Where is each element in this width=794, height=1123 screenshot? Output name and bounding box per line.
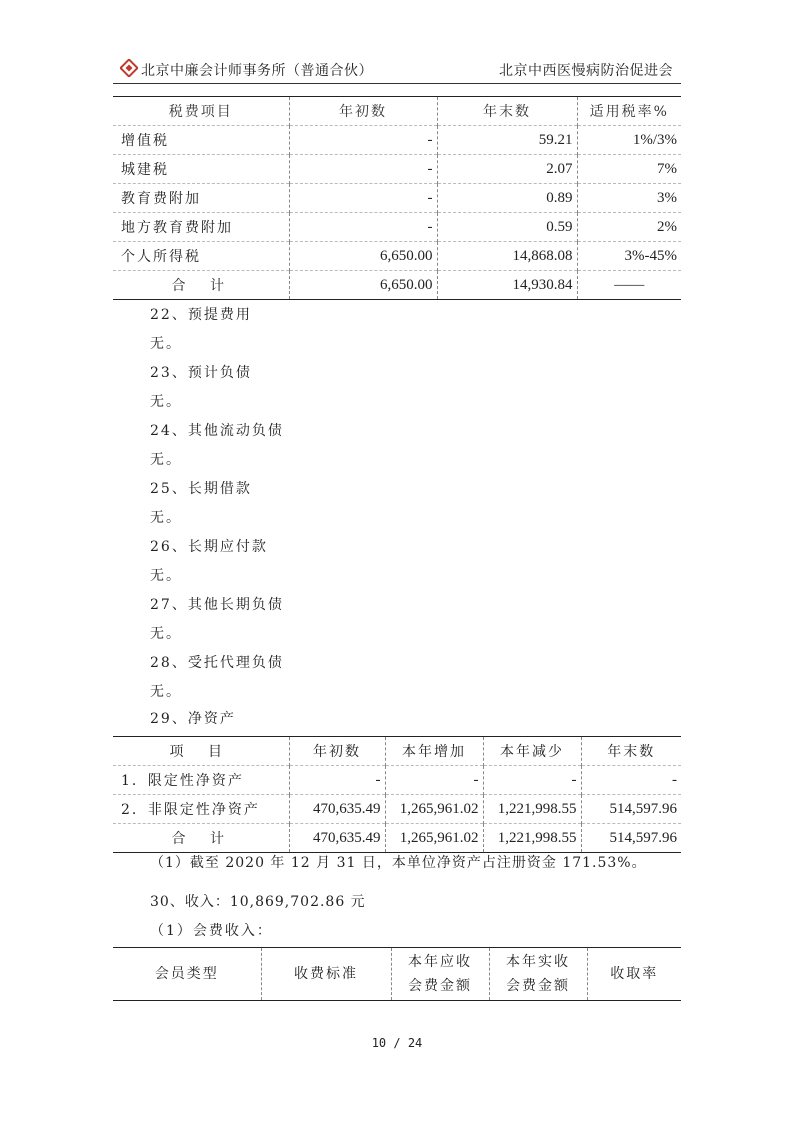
table-cell: 3%-45% [577, 242, 681, 271]
table-header-row [113, 948, 681, 1001]
table-cell: - [289, 126, 437, 155]
section-heading: 27、其他长期负债 [150, 597, 284, 613]
section-heading: 25、长期借款 [150, 481, 252, 497]
section-heading: 22、预提费用 [150, 307, 252, 323]
table-row [113, 126, 681, 155]
column-header: 会员类型 [113, 948, 261, 1001]
column-header: 税费项目 [113, 97, 289, 126]
client-name: 北京中西医慢病防治促进会 [499, 63, 673, 79]
column-header: 适用税率% [589, 104, 669, 120]
section-body: 无。 [150, 684, 182, 700]
table-row [113, 213, 681, 242]
table-cell: - [483, 766, 581, 795]
table-cell: 0.59 [437, 213, 577, 242]
table-cell: 470,635.49 [289, 824, 385, 853]
section-body: 无。 [150, 336, 182, 352]
column-header: 项 目 [113, 737, 289, 766]
table-cell: - [289, 155, 437, 184]
table-row [113, 155, 681, 184]
membership-fee-table [113, 947, 681, 1001]
header-rule [113, 83, 681, 84]
table-row [113, 795, 681, 824]
column-header: 收取率 [610, 966, 659, 982]
column-header: 本年应收 会费金额 [391, 948, 489, 1001]
table-cell: - [289, 766, 385, 795]
table-cell: 0.89 [437, 184, 577, 213]
row-label: 教育费附加 [113, 184, 289, 213]
row-label: 合 计 [113, 824, 289, 853]
table-cell: - [289, 213, 437, 242]
row-label: 个人所得税 [113, 242, 289, 271]
table-cell: 470,635.49 [289, 795, 385, 824]
table-cell: 14,868.08 [437, 242, 577, 271]
table-cell: 14,930.84 [437, 271, 577, 300]
row-label: 城建税 [113, 155, 289, 184]
section-body: 无。 [150, 452, 182, 468]
table-cell: 1,265,961.02 [385, 795, 483, 824]
page-header [113, 56, 681, 86]
income-subheading: （1）会费收入： [150, 923, 273, 939]
table-cell: 1%/3% [577, 126, 681, 155]
table-cell: 514,597.96 [581, 795, 681, 824]
section-body: 无。 [150, 510, 182, 526]
column-header: 本年实收 会费金额 [489, 948, 587, 1001]
table-cell: 59.21 [437, 126, 577, 155]
table-cell: 1,221,998.55 [483, 795, 581, 824]
firm-logo-icon [120, 59, 138, 77]
table-header-row [113, 97, 681, 126]
section-heading: 24、其他流动负债 [150, 423, 284, 439]
table-row [113, 242, 681, 271]
table-cell: 2.07 [437, 155, 577, 184]
table-header-row [113, 737, 681, 766]
column-header: 年初数 [289, 737, 385, 766]
section-body: 无。 [150, 394, 182, 410]
section-heading: 23、预计负债 [150, 365, 252, 381]
table-cell: - [581, 766, 681, 795]
table-row [113, 766, 681, 795]
table-cell: —— [577, 271, 681, 300]
income-heading: 30、收入：10,869,702.86 元 [150, 894, 366, 910]
column-header: 年初数 [289, 97, 437, 126]
firm-name: 北京中廉会计师事务所（普通合伙） [141, 63, 373, 79]
section-body: 无。 [150, 626, 182, 642]
section-heading: 28、受托代理负债 [150, 655, 284, 671]
table-cell: - [289, 184, 437, 213]
net-assets-table [113, 736, 681, 853]
page-number: 10 / 24 [371, 1036, 423, 1050]
row-label: 2．非限定性净资产 [113, 795, 289, 824]
section-heading: 29、净资产 [150, 711, 236, 727]
table-cell: 3% [577, 184, 681, 213]
tax-table [113, 96, 681, 300]
table-cell: 6,650.00 [289, 271, 437, 300]
table-cell: - [385, 766, 483, 795]
table-cell: 514,597.96 [581, 824, 681, 853]
table-total-row [113, 824, 681, 853]
net-assets-note: （1）截至 2020 年 12 月 31 日，本单位净资产占注册资金 171.53%。 [150, 855, 647, 871]
column-header: 年末数 [437, 97, 577, 126]
table-cell: 2% [577, 213, 681, 242]
row-label: 地方教育费附加 [113, 213, 289, 242]
table-cell: 1,221,998.55 [483, 824, 581, 853]
table-cell: 1,265,961.02 [385, 824, 483, 853]
row-label: 合 计 [113, 271, 289, 300]
table-total-row [113, 271, 681, 300]
column-header: 收费标准 [261, 948, 391, 1001]
section-heading: 26、长期应付款 [150, 539, 268, 555]
column-header: 本年减少 [483, 737, 581, 766]
section-body: 无。 [150, 568, 182, 584]
table-cell: 6,650.00 [289, 242, 437, 271]
column-header: 年末数 [607, 744, 656, 760]
row-label: 1．限定性净资产 [113, 766, 289, 795]
row-label: 增值税 [113, 126, 289, 155]
table-cell: 7% [577, 155, 681, 184]
column-header: 本年增加 [385, 737, 483, 766]
table-row [113, 184, 681, 213]
